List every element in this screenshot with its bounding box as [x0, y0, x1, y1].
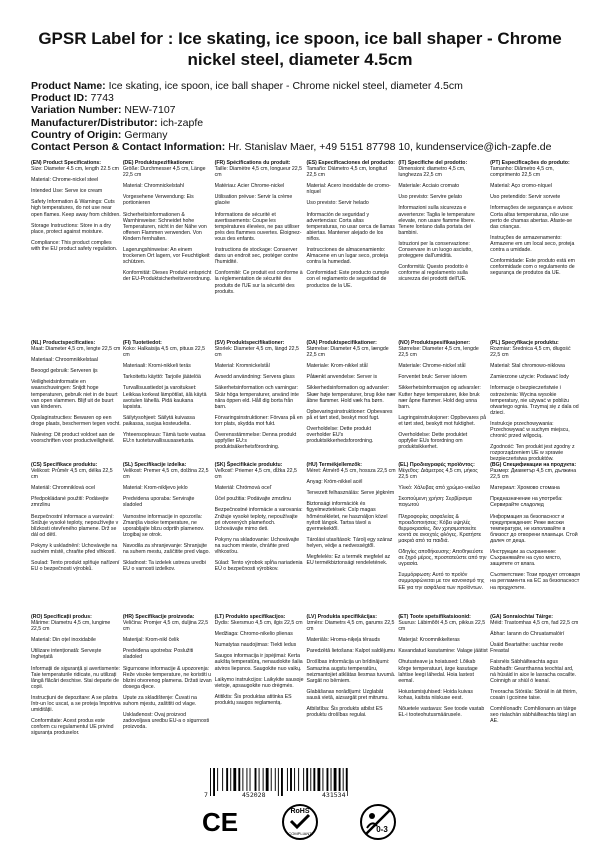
section-paragraph: Avsedd användning: Servera glass	[214, 374, 295, 381]
section-paragraph: Överensstämmelse: Denna produkt uppfyller EU:s produktsäkerhetsförordning.	[214, 432, 297, 451]
barcode-bar	[266, 768, 269, 791]
section-paragraph: Koko: Halkaisija 4,5 cm, pituus 22,5 cm	[122, 346, 206, 359]
language-section	[215, 462, 305, 602]
barcode-bar	[313, 768, 315, 791]
section-paragraph: Faisnéis Sábháilteachta agus Rabhadh: Gearrthanna teochtaí ard, ná húsáid in aice le lasracha oscailte. Coinnigh ar shiúl ó leanaí.	[490, 659, 577, 684]
section-paragraph: Paredzētā lietošana: Kalpot saldējumu	[306, 648, 396, 655]
language-section	[123, 160, 213, 328]
section-paragraph: Säkerhetsinformation och varningar: Skär höga temperaturer, använd inte nära öppen eld. Håll dig borta från barn.	[214, 385, 299, 410]
section-paragraph: Material: Chrome-nickel steel	[31, 177, 99, 184]
section-paragraph: Velikost: Průměr 4,5 cm, délka 22,5 cm	[31, 468, 113, 481]
barcode-bar	[222, 768, 223, 791]
section-paragraph: Materiāls: Hroma-niķeļa tērauds	[306, 637, 381, 644]
section-paragraph: Uso previsto: Servir helado	[306, 200, 369, 207]
barcode-bar	[275, 768, 276, 791]
section-paragraph: Conformité: Ce produit est conforme à la réglementation de sécurité des produits de l'UE sur la sécurité des produits.	[214, 270, 303, 295]
section-paragraph: Glabāšanas norādījumi: Uzglabāt sausā vietā, aizsargāt pret mitrumu.	[306, 688, 389, 701]
section-paragraph: Maat: Diameter 4,5 cm, lengte 22,5 cm	[31, 346, 121, 353]
language-section	[31, 462, 121, 602]
section-paragraph: Súlad: Tento výrobok spĺňa nariadenia EÚ o bezpečnosti výrobkov.	[214, 560, 303, 573]
rohs-subtext: COMPLIANT	[288, 831, 312, 836]
section-paragraph: Conformidad: Este producto cumple con el reglamento de seguridad de productos de la UE.	[306, 270, 390, 289]
section-paragraph: Informazioni sulla sicurezza e avvertenze: Taglia le temperature elevate, non usare fiamme libere. Tenere lontano dalla portata dei bambini.	[398, 205, 476, 236]
section-heading: (NL) Productspecificaties:	[31, 340, 96, 346]
barcode-bar	[294, 768, 295, 791]
info-label: Variation Number:	[31, 104, 122, 117]
section-paragraph: Turvallisuustiedot ja varoitukset: Leikkaa korkeat lämpötilat, älä käytä avotulen lähellä. Pidä kaukana lapsista.	[122, 385, 207, 410]
section-paragraph: Hoiustamisjuhised: Hoida kuivas kohas, kaitsta niiskuse eest.	[398, 688, 474, 701]
section-paragraph: Megfelelés: Ez a termék megfelel az EU termékbiztonsági rendeletének.	[306, 554, 391, 567]
section-paragraph: Instruções de armazenamento: Armazene em um local seco, proteja contra a umidade.	[490, 234, 575, 254]
section-paragraph: Størrelse: Diameter 4,5 cm, lengde 22,5 cm	[398, 346, 479, 359]
section-paragraph: Atbilstība: Šis produkts atbilst ES produktu drošības regulai.	[306, 706, 383, 719]
barcode-bar	[250, 768, 251, 791]
certification-logos	[200, 802, 400, 842]
section-paragraph: Tervezett felhasználás: Serve jégkrém	[306, 490, 395, 497]
age-text: 0-3	[376, 825, 388, 834]
info-row-manufacturer	[31, 117, 576, 129]
section-paragraph: Předpokládané použití: Podávejte zmrzlinu	[31, 496, 109, 509]
language-section	[307, 340, 397, 468]
section-paragraph: Materiale: Chrome-nickel stål	[398, 363, 466, 370]
info-label: Product ID:	[31, 92, 88, 105]
info-label: Contact Person & Contact Information:	[31, 141, 226, 154]
info-value: Germany	[124, 128, 168, 141]
section-heading: (EN) Product Specifications:	[31, 160, 102, 166]
section-paragraph: Predvidena uporaba: Servirajte sladoled	[122, 496, 195, 509]
info-value: Hr. Stanislav Maer, +49 5151 87798 10, kundenservice@ich-zapfe.de	[228, 141, 552, 154]
section-paragraph: Material: Krom-nikljevo jeklo	[122, 485, 188, 492]
section-paragraph: Uso previsto: Servire gelato	[398, 194, 463, 201]
section-paragraph: Material: Aço cromo-níquel	[490, 183, 552, 190]
section-paragraph: Påtænkt anvendelse: Server is	[306, 374, 378, 381]
rohs-text: RoHS	[290, 808, 310, 815]
section-heading: (HR) Specifikacije proizvoda:	[122, 614, 195, 620]
section-paragraph: Material: Din oțel inoxidabile	[31, 637, 96, 644]
info-row-product-name	[31, 80, 576, 92]
section-paragraph: Förvaringsinstruktioner: Förvara på en torr plats, skydda mot fukt.	[214, 414, 303, 427]
section-heading: (EL) Προδιαγραφές προϊόντος:	[398, 462, 475, 468]
section-paragraph: Účel použitia: Podávajte zmrzlinu	[214, 496, 292, 503]
info-label: Manufacturer/Distributor:	[31, 116, 158, 129]
section-paragraph: Materiál: Chromniklová ocel	[31, 485, 96, 492]
section-paragraph: Informações de segurança e avisos: Corta altas temperaturas, não use perto de chamas abertas. Afaste-se das crianças.	[490, 205, 574, 230]
section-paragraph: Skladnost: Ta izdelek ustreza uredbi EU o varnosti izdelkov.	[122, 560, 206, 573]
barcode-bar	[217, 768, 218, 791]
barcode-bar	[290, 768, 292, 791]
language-section	[31, 160, 121, 328]
section-paragraph: Matériau: Acier Chrome-nickel	[214, 183, 285, 190]
language-section	[215, 614, 305, 764]
section-paragraph: Nõuetele vastavus: See toode vastab EL-i tooteohutusmäärusele.	[398, 706, 485, 719]
section-paragraph: Size: Diameter 4.5 cm, length 22.5 cm	[31, 166, 119, 173]
section-paragraph: Conformitate: Acest produs este conform cu regulamentul UE privind siguranța produselor.	[31, 718, 114, 737]
section-paragraph: Informations de sécurité et avertissements: Coupe les températures élevées, ne pas utiliser près des flammes ouvertes. Éloignez-vous des enfants.	[214, 211, 302, 242]
section-paragraph: Materijal: Krom-nikl čelik	[122, 637, 180, 644]
section-paragraph: Bezpečnostní informace a varování: Snižuje vysoké teploty, nepoužívejte v blízkosti otevřeného plamene. Drž se dál od dětí.	[31, 513, 119, 538]
section-paragraph: Materjal: Kroomnikkelteras	[398, 637, 460, 644]
section-paragraph: Materiaali: Kromi-nikkeli teräs	[122, 363, 191, 370]
language-section	[398, 462, 488, 602]
ce-mark-icon	[200, 802, 240, 842]
section-paragraph: Vorgesehene Verwendung: Eis portionieren	[122, 194, 194, 207]
section-paragraph: Instrucțiuni de depozitare: A se păstra într-un loc uscat, a se proteja împotriva umidității.	[31, 694, 121, 714]
section-paragraph: Предназначение на употреба: Сервирайте сладолед	[490, 496, 563, 509]
section-paragraph: Mărime: Diametru 4,5 cm, lungime 22,5 cm	[31, 620, 111, 633]
page-title: GPSR Label for : Ice skating, ice spoon, ice ball shaper - Chrome nickel steel, diameter 4.5cm	[38, 29, 562, 69]
language-section	[307, 462, 397, 602]
info-value: NEW-7107	[124, 104, 176, 117]
barcode-bar	[263, 768, 264, 791]
barcode-bar	[310, 768, 311, 791]
section-paragraph: Dydis: Skersmuo 4,5 cm, ilgis 22,5 cm	[214, 620, 303, 627]
section-paragraph: Μέγεθος: Διάμετρος 4,5 cm, μήκος 22,5 cm	[398, 468, 478, 481]
section-paragraph: Materiaal: Chroomnikkelstaal	[31, 357, 98, 364]
section-paragraph: Veličina: Promjer 4,5 cm, duljina 22,5 cm	[122, 620, 209, 633]
barcode-bar	[327, 768, 329, 791]
language-section	[31, 614, 121, 764]
barcode-bar	[317, 768, 320, 791]
barcode-bar	[271, 768, 272, 791]
section-heading: (SK) Špecifikácie produktu:	[214, 462, 283, 468]
barcode-bar	[339, 768, 341, 791]
language-section	[215, 160, 305, 328]
age-warning-icon	[358, 802, 398, 842]
barcode-digits-left: 7	[204, 791, 208, 799]
barcode-bar	[303, 768, 304, 791]
barcode-bar	[306, 768, 308, 791]
section-heading: (ET) Toote spetsifikatsioonid:	[398, 614, 471, 620]
barcode-digits-right: 431534	[322, 791, 346, 799]
section-paragraph: Conformità: Questo prodotto è conforme al regolamento sulla sicurezza dei prodotti dell'UE.	[398, 264, 469, 283]
section-paragraph: Izmērs: Diametrs 4,5 cm, garums 22,5 cm	[306, 620, 395, 633]
section-paragraph: Størrelse: Diameter 4,5 cm, længde 22,5 cm	[306, 346, 389, 359]
language-section	[490, 160, 580, 328]
barcode-bar	[242, 768, 243, 791]
barcode-bars	[202, 768, 402, 798]
section-paragraph: Saugos informacija ir įspėjimai: Kerta aukštą temperatūrą, nenaudokite šalia atviros liepsnos. Saugokite nuo vaikų.	[214, 653, 303, 672]
section-paragraph: Méid: Trastomhas 4,5 cm, fad 22,5 cm	[490, 620, 579, 627]
barcode-bar	[281, 768, 283, 796]
language-section	[490, 614, 580, 764]
section-paragraph: Tarkoitettu käyttö: Tarjoile jäätelöä	[122, 374, 201, 381]
language-section	[123, 462, 213, 602]
section-paragraph: Laikymo instrukcijos: Laikykite sausoje vietoje, apsaugokite nuo drėgmės.	[214, 676, 304, 689]
section-paragraph: Tamanho: Diâmetro 4,5 cm, comprimento 22,5 cm	[490, 166, 554, 179]
section-paragraph: Sikkerhedsinformation og advarsler: Skær høje temperaturer, brug ikke nær åbne flammer. Hold væk fra børn.	[306, 385, 396, 404]
ce-mark-text: CE	[201, 807, 239, 837]
section-paragraph: Conformidade: Este produto está em conformidade com o regulamento de segurança de produtos da UE.	[490, 258, 575, 277]
section-paragraph: Overholdelse: Dette produktet oppfyller EUs forordning om produktsikkerhet.	[398, 432, 468, 451]
section-heading: (NO) Produktspesifikasjoner:	[398, 340, 471, 346]
section-paragraph: Usklađenost: Ovaj proizvod zadovoljava uredbu EU-a o sigurnosti proizvoda.	[122, 712, 210, 731]
section-paragraph: Ohutusteave ja hoiatused: Lõikab kõrge temperatuuri, ärge kasutage lahtise leegi lähedal. Hoia lastest eemal.	[398, 659, 478, 684]
section-paragraph: Materiale: Krom-nikkel stål	[306, 363, 368, 370]
section-paragraph: Sigurnosne informacije & upozorenja: Reže visoke temperature, ne koristiti u blizini otvorenog plamena. Držati izvan dosega djece.	[122, 665, 212, 690]
info-row-product-id	[31, 92, 576, 104]
info-row-variation-number	[31, 104, 576, 116]
info-label: Product Name:	[31, 80, 106, 92]
section-heading: (PT) Especificações do produto:	[490, 160, 570, 166]
section-paragraph: Συμμόρφωση: Αυτό το προϊόν συμμορφώνεται με τον κανονισμό της ΕΕ για την ασφάλεια των προϊόντων.	[398, 572, 485, 591]
section-paragraph: Información de seguridad y advertencias: Corta altas temperaturas, no usar cerca de llamas abiertas. Mantener alejado de los niños.	[306, 211, 396, 242]
section-paragraph: Intended Use: Serve ice cream	[31, 188, 103, 195]
section-paragraph: Upute za skladištenje: Čuvati na suhom mjestu, zaštititi od vlage.	[122, 694, 197, 708]
section-paragraph: Utilizare intenționată: Serveşte înghețată	[31, 648, 102, 661]
section-paragraph: Zgodność: Ten produkt jest zgodny z rozporządzeniem UE w sprawie bezpieczeństwa produktów.	[490, 444, 575, 463]
section-paragraph: Yhteensopivuus: Tämä tuote vastaa EU:n tuoteturvallisuusasetusta.	[122, 432, 206, 445]
language-section	[398, 160, 488, 328]
section-paragraph: Material: Chromnickelstahl	[122, 183, 184, 190]
language-section	[123, 340, 213, 468]
info-value: ich-zapfe	[160, 116, 204, 129]
section-paragraph: Velikost: Premer 4,5 cm, dolžina 22,5 cm	[122, 468, 209, 481]
section-paragraph: Ábhar: Iarann do Chruatamalóirí	[490, 631, 565, 638]
section-paragraph: Instrucciones de almacenamiento: Almacene en un lugar seco, proteja contra la humedad.	[306, 247, 389, 266]
rohs-icon	[280, 802, 320, 842]
section-heading: (ES) Especificaciones del producto:	[306, 160, 395, 166]
section-paragraph: Πληροφορίες ασφαλείας & προειδοποιήσεις: Κόβει υψηλές θερμοκρασίες, δεν χρησιμοποιείτε κοντά σε ανοιχτές φλόγες. Κρατήστε μακριά από τα παιδιά.	[398, 513, 482, 544]
section-heading: (DE) Produktspezifikationen:	[122, 160, 194, 166]
section-paragraph: Uso pretendido: Servir sorvete	[490, 194, 561, 201]
section-paragraph: Istruzioni per la conservazione: Conservare in un luogo asciutto, proteggere dall'umidità.	[398, 240, 473, 260]
section-paragraph: Numatytas naudojimas: Tiekti ledus	[214, 642, 297, 649]
section-paragraph: Atitiktis: Šis produktas atitinka ES produktų saugos reglamentą.	[214, 693, 292, 706]
section-paragraph: Drošības informācija un brīdinājumi: Samazina augstu temperatūru, neizmantojiet atklātas liesmas tuvumā. Sargāt no bērniem.	[306, 659, 396, 684]
section-paragraph: Съответствие: Този продукт отговаря на регламента на ЕС за безопасност на продуктите.	[490, 572, 580, 591]
section-paragraph: Medžiaga: Chromo-nikelio plienas	[214, 631, 293, 638]
section-paragraph: Konformität: Dieses Produkt entspricht der EU-Produktsicherheitsverordnung.	[122, 270, 212, 283]
barcode	[202, 768, 402, 798]
section-paragraph: Overholdelse: Dette produkt overholder EU's produktsikkerhedsforordning.	[306, 425, 374, 445]
section-paragraph: Veiligheidsinformatie en waarschuwingen: Snijdt hoge temperaturen, gebruik niet in de buurt van open vlammen. Blijf uit de buurt van kinderen.	[31, 379, 118, 410]
section-paragraph: Οδηγίες αποθήκευσης: Αποθηκεύστε σε ξηρό μέρος, προστατεύστε από την υγρασία.	[398, 549, 487, 568]
language-section	[31, 340, 121, 468]
barcode-bar	[238, 768, 240, 791]
barcode-bar	[331, 768, 332, 791]
barcode-bar	[210, 768, 211, 796]
section-paragraph: Biztonsági információk és figyelmeztetések: Csíp magas hőmérsékletet, ne használjon közel nyitott lángok. Tartsa távol a gyermekektől.	[306, 501, 388, 532]
section-paragraph: Tárolási utasítások: Tárolj egy száraz helyen, védje a nedvességtől.	[306, 536, 393, 549]
language-section	[215, 340, 305, 468]
section-paragraph: Σκοπούμενη χρήση: Σερβίρισμα παγωτού	[398, 496, 472, 509]
section-heading: (SL) Specifikacije izdelka:	[122, 462, 187, 468]
section-paragraph: Méret: Átmérő 4,5 cm, hossza 22,5 cm	[306, 468, 396, 475]
info-row-contact	[31, 141, 576, 153]
section-paragraph: Υλικό: Χάλυβας από χρώμιο-νικέλιο	[398, 485, 481, 492]
info-value: Ice skating, ice spoon, ice ball shaper - Chrome nickel steel, diameter 4.5cm	[108, 80, 463, 92]
barcode-bar	[233, 768, 236, 791]
barcode-bar	[255, 768, 257, 791]
section-heading: (RO) Specificații produs:	[31, 614, 92, 620]
section-paragraph: Predviđena upotreba: Poslužiti sladoled	[122, 648, 194, 661]
info-label: Country of Origin:	[31, 128, 122, 141]
section-paragraph: Размер: Диаметър 4,5 cm, дължина 22,5 cm	[490, 468, 577, 481]
section-heading: (FR) Spécifications du produit:	[214, 160, 291, 166]
section-paragraph: Compliance: This product complies with the EU product safety regulation.	[31, 239, 118, 252]
language-section	[490, 462, 580, 602]
section-paragraph: Instrukcje przechowywania: Przechowywać w suchym miejscu, chronić przed wilgocią.	[490, 420, 570, 440]
barcode-bar	[226, 768, 228, 791]
barcode-bar	[278, 768, 279, 796]
language-row-1	[31, 160, 580, 328]
language-section	[123, 614, 213, 764]
language-section	[398, 340, 488, 468]
section-paragraph: Anyag: Króm-nikkel acél	[306, 479, 363, 486]
section-heading: (LV) Produkta specifikācijas:	[306, 614, 378, 620]
language-row-2	[31, 340, 580, 463]
section-paragraph: Treoracha Stórála: Stóráil in áit thirim, cosain i gcoinne taise.	[490, 688, 578, 701]
section-paragraph: Opslaginstructies: Bewaren op een droge plaats, beschermen tegen vocht.	[31, 414, 121, 427]
section-paragraph: Varnostne informacije in opozorila: Zmanjša visoke temperature, ne uporabljajte blizu odprtih plamenov. Izogibaj se otrok.	[122, 513, 205, 538]
section-paragraph: Materiál: Chrómová oceľ	[214, 485, 272, 492]
section-paragraph: Kavandatud kasutamine: Valage jäätist	[398, 648, 488, 655]
info-row-country	[31, 129, 576, 141]
section-heading: (FI) Tuotetiedot:	[122, 340, 162, 346]
section-heading: (HU) Termékjellemzők:	[306, 462, 363, 468]
section-paragraph: Säilytysohjeet: Säilytä kuivassa paikassa, suojaa kosteudelta.	[122, 414, 195, 427]
barcode-bar	[322, 768, 323, 791]
section-paragraph: Forventet bruk: Server iskrem	[398, 374, 467, 381]
barcode-digits-middle: 452028	[242, 791, 266, 799]
child-head-icon	[369, 813, 375, 819]
language-row-4	[31, 614, 580, 764]
section-heading: (BG) Спецификации на продукта:	[490, 462, 577, 468]
section-paragraph: Bezpečnostné informácie a varovania: Znižuje vysoké teploty, nepoužívajte pri otvorených plameňoch. Uchovávajte mimo deti.	[214, 507, 303, 532]
barcode-bar	[259, 768, 260, 791]
section-paragraph: Navodila za shranjevanje: Shranjujte na suhem mestu, zaščitite pred vlago.	[122, 542, 210, 556]
section-heading: (PL) Specyfikacje produktu:	[490, 340, 559, 346]
barcode-bar	[230, 768, 231, 791]
section-paragraph: Инструкции за съхранение: Съхранявайте на сухо място, защитете от влага.	[490, 549, 562, 568]
section-paragraph: Storlek: Diameter 4,5 cm, längd 22,5 cm	[214, 346, 299, 359]
language-section	[307, 160, 397, 328]
section-heading: (SV) Produktspecifikationer:	[214, 340, 285, 346]
language-section	[490, 340, 580, 468]
section-paragraph: Úsáid Beartaithe: uachtar reoite Freastal	[490, 642, 564, 655]
section-paragraph: Instructions de stockage: Conserver dans un endroit sec, protéger contre l'humidité.	[214, 247, 298, 266]
language-section	[307, 614, 397, 764]
section-paragraph: Materiał: Stal chromowo-niklowa	[490, 363, 565, 370]
language-row-3	[31, 462, 580, 602]
section-paragraph: Veľkosť: Priemer 4,5 cm, dĺžka 22,5 cm	[214, 468, 297, 481]
section-paragraph: Informații de siguranță și avertismente: Taie temperaturile ridicate, nu utilizați lângă flăcări deschise. Stai departe de copii.	[31, 665, 121, 690]
product-info	[31, 80, 576, 153]
section-paragraph: Beoogd gebruik: Serveren ijs	[31, 368, 98, 375]
section-paragraph: Informacje o bezpieczeństwie i ostrzeżenia: Wycina wysokie temperatury, nie używać w pobliżu otwartego ognia. Trzymaj się z dala od dzieci.	[490, 385, 579, 416]
section-paragraph: Naleving: Dit product voldoet aan de voorschriften voor productveiligheid.	[31, 432, 115, 445]
section-paragraph: Materiale: Acciaio cromato	[398, 183, 460, 190]
section-paragraph: Material: Acero inoxidable de cromo-níquel	[306, 183, 391, 196]
language-section	[398, 614, 488, 764]
section-paragraph: Sikkerhetsinformasjon og advarsler: Kutter høye temperaturer, ikke bruk nær åpne flammer. Hold deg unna barn.	[398, 385, 481, 410]
barcode-bar	[246, 768, 247, 791]
section-paragraph: Storage Instructions: Store in a dry place, protect against moisture.	[31, 222, 111, 235]
section-paragraph: Материал: Хромово стомана	[490, 485, 560, 492]
section-paragraph: Pokyny k uskladnění: Uchovávejte na suchém místě, chraňte před vlhkostí.	[31, 542, 118, 556]
section-heading: (IT) Specifiche del prodotto:	[398, 160, 468, 166]
section-paragraph: Safety Information & Warnings: Cuts high temperatures, do not use near open flames. Keep away from children.	[31, 199, 121, 218]
section-paragraph: Material: Kromnickelstål	[214, 363, 270, 370]
section-paragraph: Taille: Diamètre 4,5 cm, longueur 22,5 cm	[214, 166, 303, 179]
barcode-bar	[287, 768, 288, 791]
section-heading: (GA) Sonraíochtaí Táirge:	[490, 614, 553, 620]
barcode-bar	[334, 768, 337, 791]
section-paragraph: Lagerungshinweise: An einem trockenen Ort lagern, vor Feuchtigkeit schützen.	[122, 247, 210, 266]
section-paragraph: Tamaño: Diámetro 4,5 cm, longitud 22,5 cm	[306, 166, 387, 179]
section-paragraph: Pokyny na skladovanie: Uchovávajte na suchom mieste, chráňte pred vlhkosťou.	[214, 536, 300, 556]
barcode-bar	[213, 768, 215, 796]
section-heading: (CS) Specifikace produktu:	[31, 462, 98, 468]
section-paragraph: Zamierzone użycie: Podawać lody	[490, 374, 569, 381]
section-paragraph: Rozmiar: Średnica 4,5 cm, długość 22,5 cm	[490, 346, 571, 359]
section-paragraph: Lagringsinstruksjoner: Oppbevares på et tørt sted, beskytt mot fuktighet.	[398, 414, 486, 427]
section-paragraph: Comhlíonadh: Comhlíonann an táirge seo rialachán sábháilteachta táirgí an AE.	[490, 706, 577, 725]
section-paragraph: Opbevaringsinstruktioner: Opbevares på et tørt sted, beskyt mod fugt.	[306, 408, 393, 421]
section-paragraph: Soulad: Tento produkt splňuje nařízení EU o bezpečnosti výrobků.	[31, 560, 120, 573]
section-paragraph: Suurus: Läbimõõt 4,5 cm, pikkus 22,5 cm	[398, 620, 486, 633]
barcode-bar	[298, 768, 299, 791]
info-value: 7743	[90, 92, 114, 105]
section-heading: (LT) Produkto specifikacijos:	[214, 614, 286, 620]
section-paragraph: Größe: Durchmesser 4,5 cm, Länge 22,5 cm	[122, 166, 206, 179]
section-paragraph: Sicherheitsinformationen & Warnhinweise: Schneidet hohe Temperaturen, nicht in der Nähe von offenen Flammen verwenden. Von Kindern fernhalten.	[122, 211, 207, 242]
section-heading: (DA) Produktspecifikationer:	[306, 340, 377, 346]
section-paragraph: Dimensioni: diametro 4,5 cm, lunghezza 22,5 cm	[398, 166, 466, 179]
section-paragraph: Utilisation prévue: Servir la crème glacée	[214, 194, 293, 207]
section-paragraph: Информация за безопасност и предупреждения: Реже високи температури, не използвайте в близост до отворени пламъци. Стой далеч от деца.	[490, 513, 578, 544]
